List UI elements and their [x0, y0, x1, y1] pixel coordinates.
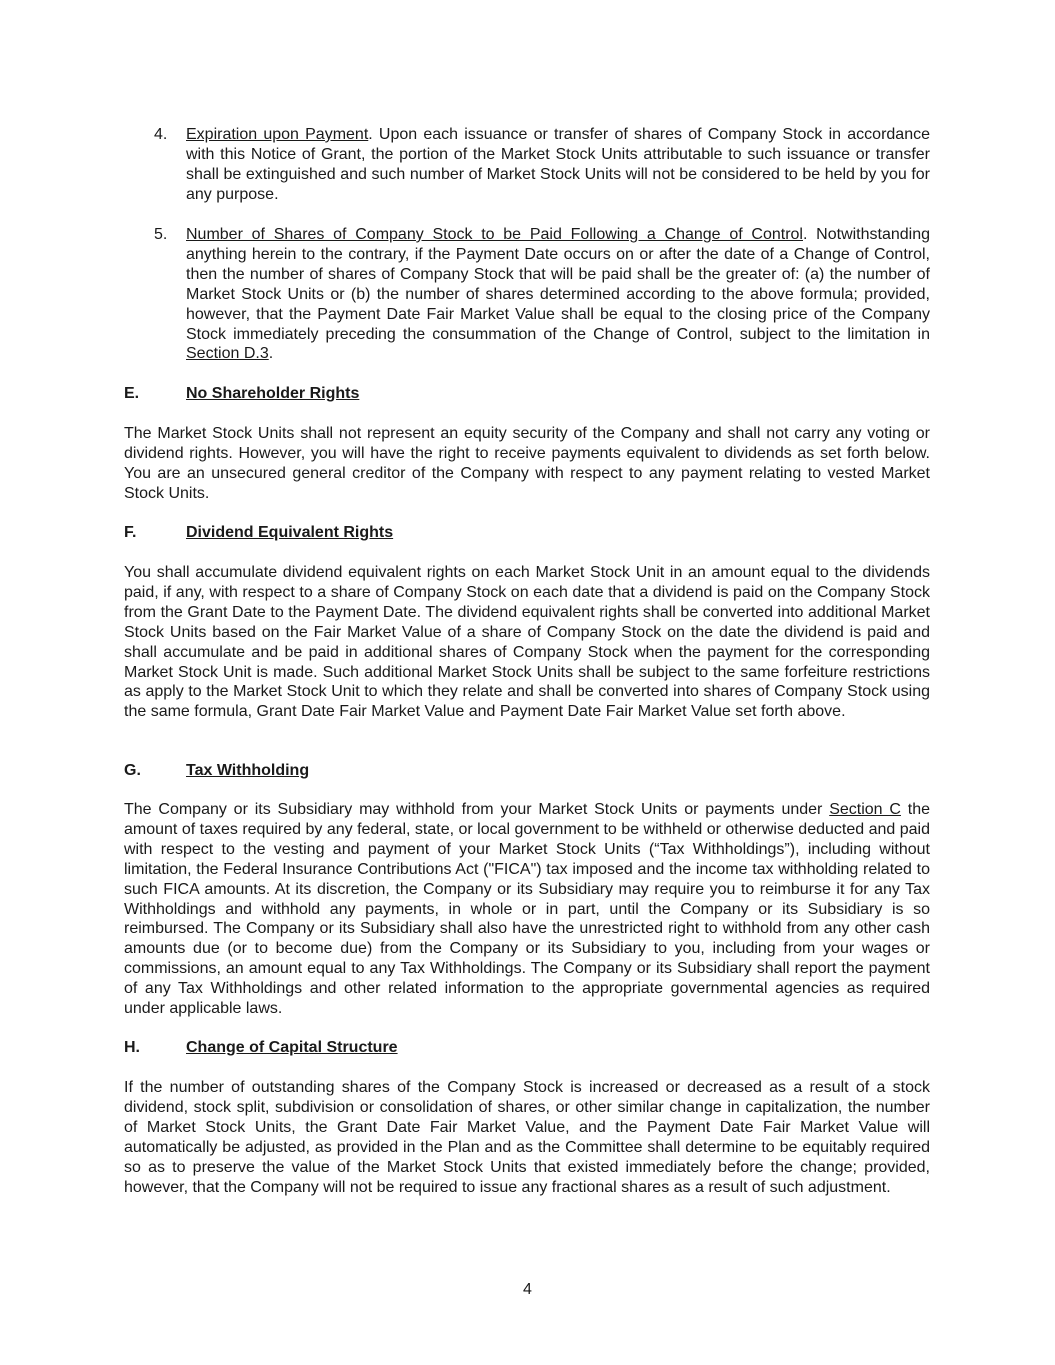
list-item-4 [124, 125, 930, 205]
section-letter: G. [124, 762, 141, 779]
section-heading-f [124, 523, 930, 543]
section-body-f [124, 563, 930, 722]
section-reference-link[interactable]: Section C [829, 801, 901, 818]
list-item-body: . Upon each issuance or transfer of shares of Company Stock in accordance with this Notice of Grant, the portion of the Market Stock Units attributable to such issuance or transfer shall be extinguished and such number of Market Stock Units will not be considered to be held by you for any purpose. [186, 126, 930, 203]
section-paragraph [124, 800, 930, 1019]
section-title: Change of Capital Structure [186, 1039, 398, 1056]
section-paragraph: If the number of outstanding shares of the Company Stock is increased or decreased as a result of a stock dividend, stock split, subdivision or consolidation of shares, or other similar change in capitalization, the number of Market Stock Units, the Grant Date Fair Market Value, and the Payment Date Fair Market Value will automatically be adjusted, as provided in the Plan and as the Committee shall determine to be equitably required so as to preserve the value of the Market Stock Units that existed immediately before the change; provided, however, that the Company will not be required to issue any fractional shares as a result of such adjustment. [124, 1079, 930, 1196]
section-reference-link[interactable]: Section D.3 [186, 345, 269, 363]
section-paragraph-start: The Company or its Subsidiary may withhold from your Market Stock Units or payments under [124, 801, 830, 818]
section-letter: E. [124, 385, 140, 402]
page-number: 4 [523, 1281, 532, 1298]
section-heading-h [124, 1038, 930, 1058]
section-letter: H. [124, 1039, 140, 1056]
section-paragraph: The Market Stock Units shall not represent an equity security of the Company and shall not carry any voting or dividend rights. However, you will have the right to receive payments equivalent to dividends as set forth below. You are an unsecured general creditor of the Company with respect to any payment relating to vested Market Stock Units. [124, 425, 930, 502]
section-paragraph-rest: the amount of taxes required by any federal, state, or local government to be withheld or otherwise deducted and paid with respect to the vesting and payment of your Market Stock Units (“Tax Withholdings”), including without limitation, the Federal Insurance Contributions Act ("FICA") tax imposed and the income tax withholding related to such FICA amounts. At its discretion, the Company or its Subsidiary may require you to reimburse it for any Tax Withholdings and withhold any payments, in whole or in part, until the Company or its Subsidiary is so reimbursed. The Company or its Subsidiary shall also have the unrestricted right to withhold from any other cash amounts due (or to become due) from the Company or its Subsidiary to you, including from your wages or commissions, an amount equal to any Tax Withholdings. The Company or its Subsidiary shall report the payment of any Tax Withholdings and other related information to the appropriate governmental agencies as required under applicable laws. [124, 801, 931, 1018]
list-item-title: Number of Shares of Company Stock to be Paid Following a Change of Control [186, 226, 803, 243]
list-item-end: . [268, 345, 274, 363]
list-item-body: . Notwithstanding anything herein to the contrary, if the Payment Date occurs on or after the date of a Change of Control, then the number of shares of Company Stock that will be paid shall be the greater of: (a) the number of Market Stock Units or (b) the number of shares determined according to the above formula; provided, however, that the Payment Date Fair Market Value shall be equal to the closing price of the Company Stock immediately preceding the consummation of the Change of Control, subject to the limitation in [186, 226, 931, 343]
section-paragraph: You shall accumulate dividend equivalent rights on each Market Stock Unit in an amount equal to the dividends paid, if any, with respect to a share of Company Stock on each date that a dividend is paid on the Company Stock from the Grant Date to the Payment Date. The dividend equivalent rights shall be converted into additional Market Stock Units based on the Fair Market Value of a share of Company Stock on the date the dividend is paid and shall accumulate and be paid in additional shares of Company Stock when the payment for the corresponding Market Stock Unit is made. Such additional Market Stock Units shall be subject to the same forfeiture restrictions as apply to the Market Stock Unit to which they relate and shall be converted into shares of Company Stock using the same formula, Grant Date Fair Market Value and Payment Date Fair Market Value set forth above. [124, 564, 930, 721]
section-title: No Shareholder Rights [186, 385, 360, 402]
section-body-h [124, 1078, 930, 1197]
section-body-g [124, 800, 930, 1019]
section-title: Tax Withholding [186, 762, 310, 779]
section-title: Dividend Equivalent Rights [186, 524, 394, 541]
section-heading-g [124, 761, 930, 781]
list-item-number: 4. [154, 126, 168, 143]
section-letter: F. [124, 524, 137, 541]
section-body-e [124, 424, 930, 504]
list-item-title: Expiration upon Payment [186, 126, 369, 143]
section-heading-e [124, 384, 930, 404]
list-item-number: 5. [154, 226, 168, 243]
list-item-5 [124, 225, 930, 364]
list-item-text [186, 125, 930, 205]
list-item-text [186, 225, 930, 364]
